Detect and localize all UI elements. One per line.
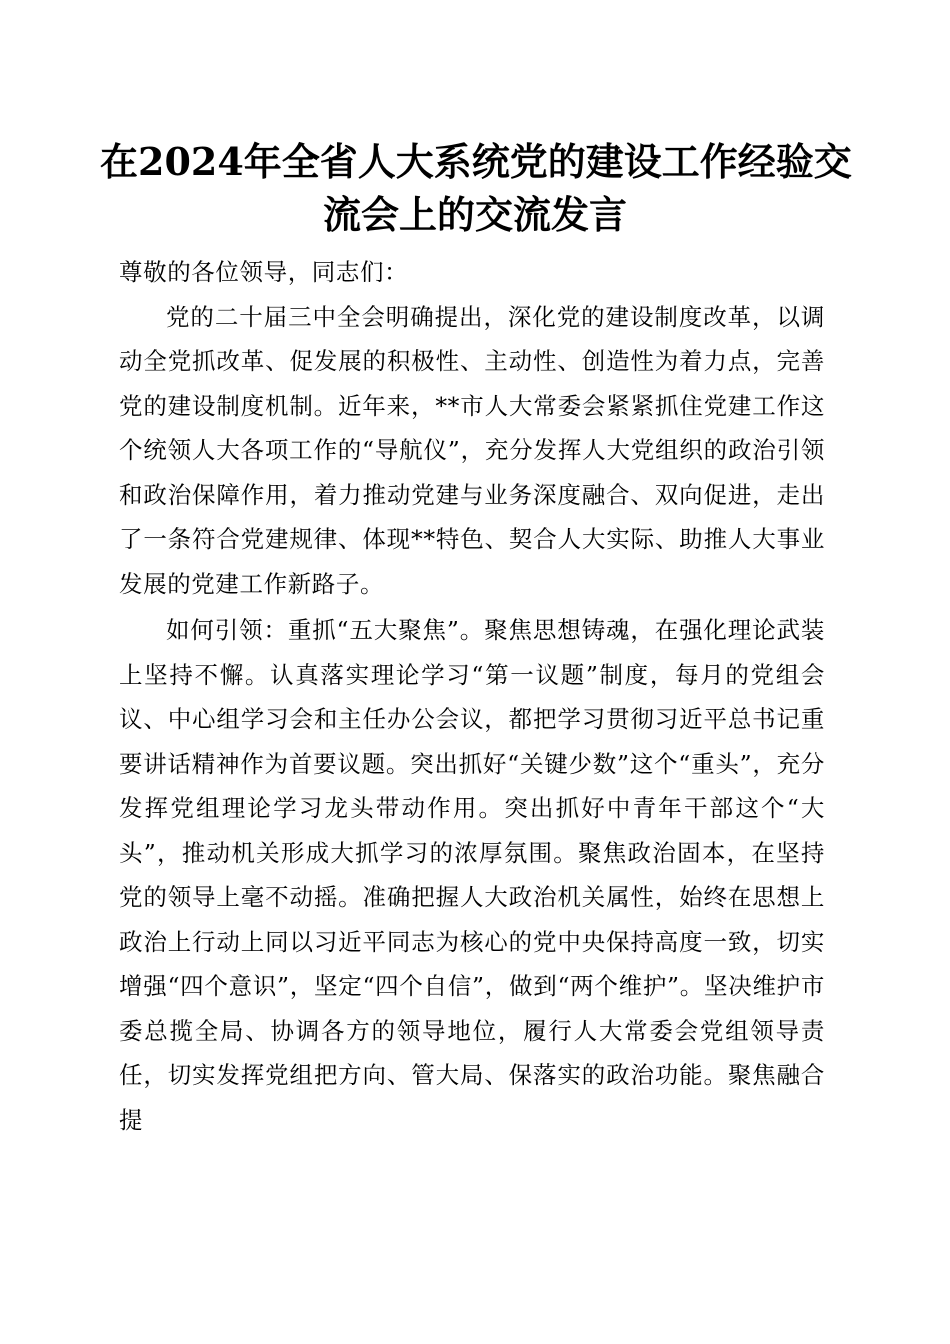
document-body [119,250,825,1142]
document-title [100,135,850,241]
title-line-1: 在2024年全省人大系统党的建设工作经验交 [100,139,852,184]
paragraph-1: 党的二十届三中全会明确提出，深化党的建设制度改革，以调动全党抓改革、促发展的积极性、主动性、创造性为着力点，完善党的建设制度机制。近年来，**市人大常委会紧紧抓住党建工作这个统领人大各项工作的“导航仪”，充分发挥人大党组织的政治引领和政治保障作用，着力推动党建与业务深度融合、双向促进，走出了一条符合党建规律、体现**特色、契合人大实际、助推人大事业发展的党建工作新路子。 [119,302,825,598]
salutation: 尊敬的各位领导，同志们： [119,258,409,286]
paragraph-2: 如何引领：重抓“五大聚焦”。聚焦思想铸魂，在强化理论武装上坚持不懈。认真落实理论学习“第一议题”制度，每月的党组会议、中心组学习会和主任办公会议，都把学习贯彻习近平总书记重要讲话精神作为首要议题。突出抓好“关键少数”这个“重头”，充分发挥党组理论学习龙头带动作用。突出抓好中青年干部这个“大头”，推动机关形成大抓学习的浓厚氛围。聚焦政治固本，在坚持党的领导上毫不动摇。准确把握人大政治机关属性，始终在思想上政治上行动上同以习近平同志为核心的党中央保持高度一致，切实增强“四个意识”，坚定“四个自信”，做到“两个维护”。坚决维护市委总揽全局、协调各方的领导地位，履行人大常委会党组领导责任，切实发挥党组把方向、管大局、保落实的政治功能。聚焦融合提 [119,616,825,1134]
title-line-2: 流会上的交流发言 [322,192,627,237]
